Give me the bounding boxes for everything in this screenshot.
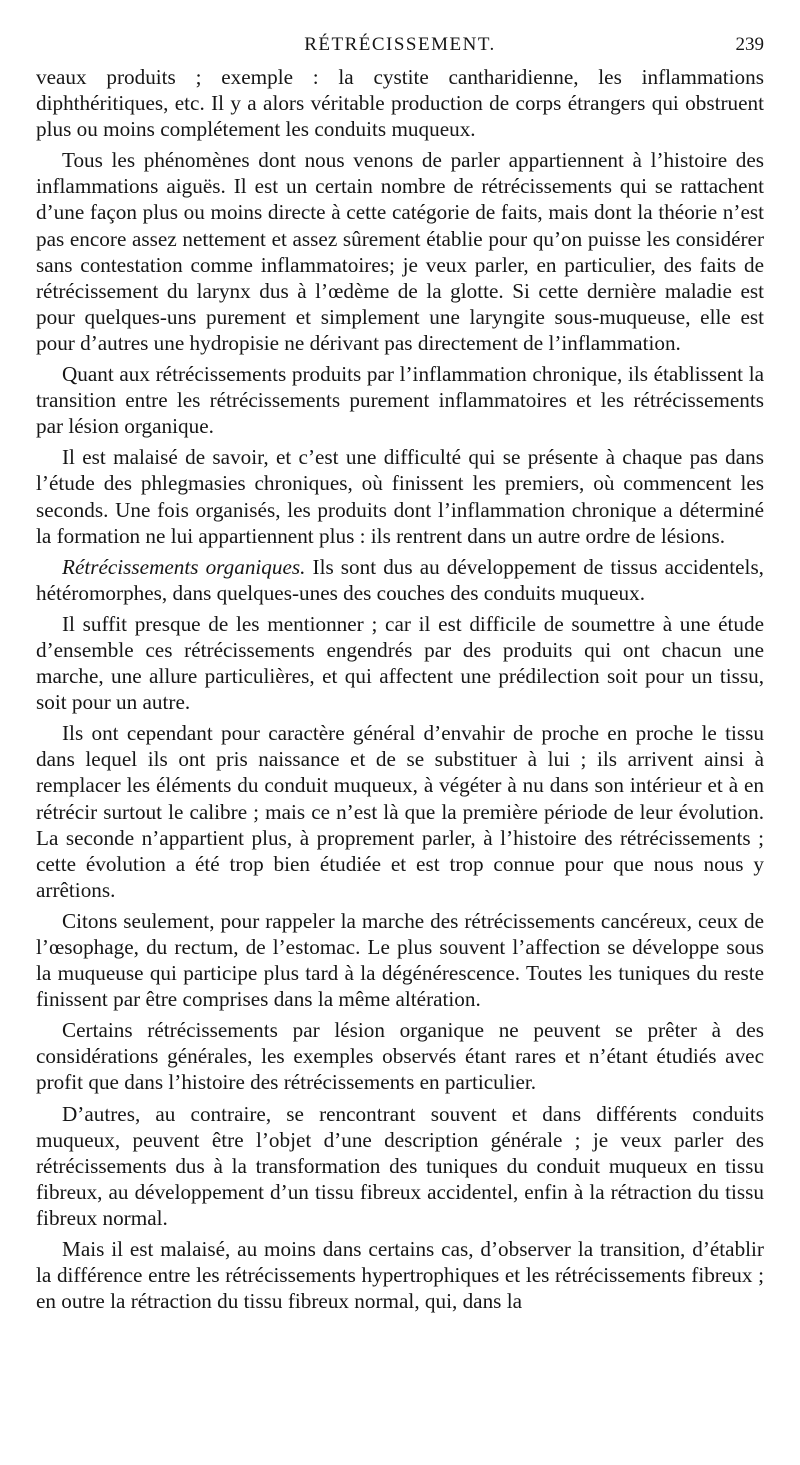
paragraph-general-character: Ils ont cependant pour caractère général d’envahir de proche en proche le tissu dans lequel ils ont pris naissance et de se substituer à lui ; ils arrivent ainsi à remplacer les éléments du conduit muqueux, à végéter à nu dans son intérieur et à en rétrécir surtout le calibre ; mais ce n’est là que la première période de leur évolution. La seconde n’appartient plus, à proprement parler, à l’histoire des rétrécissements ; cette évolution a été trop bien étudiée et est trop connue pour que nous nous y arrêtions. (36, 721, 764, 902)
paragraph-organic-strictures (36, 554, 764, 606)
paragraph-chronic-inflammation: Quant aux rétrécissements produits par l’inflammation chronique, ils établissent la transition entre les rétrécissements purement inflammatoires et les rétrécissements par lésion organique. (36, 362, 764, 439)
paragraph-acute-inflammations: Tous les phénomènes dont nous venons de parler appartiennent à l’histoire des inflammations aiguës. Il est un certain nombre de rétrécissements qui se rattachent d’une façon plus ou moins directe à cette catégorie de faits, mais dont la théorie n’est pas encore assez nettement et assez sûrement établie pour qu’on puisse les considérer sans contestation comme inflammatoires; je veux parler, en particulier, des faits de rétrécissement du larynx dus à l’œdème de la glotte. Si cette dernière maladie est pour quelques-uns purement et simplement une laryngite sous-muqueuse, elle est pour d’autres une hydropisie ne dérivant pas directement de l’inflammation. (36, 148, 764, 355)
section-lead-italic: Rétrécissements organiques. (62, 554, 306, 579)
running-title: RÉTRÉCISSEMENT. (304, 34, 496, 55)
body-text (36, 64, 764, 1314)
paragraph-fibrous-strictures: D’autres, au contraire, se rencontrant souvent et dans différents conduits muqueux, peuvent être l’objet d’une description générale ; je veux parler des rétrécissements dus à la transformation des tuniques du conduit muqueux en tissu fibreux, au développement d’un tissu fibreux accidentel, enfin à la rétraction du tissu fibreux normal. (36, 1101, 764, 1230)
paragraph-mention: Il suffit presque de les mentionner ; car il est difficile de soumettre à une étude d’ensemble ces rétrécissements engendrés par des produits qui ont chacun une marche, une allure particulières, et qui affectent une prédilection soit pour un tissu, soit pour un autre. (36, 611, 764, 715)
paragraph-continuation: veaux produits ; exemple : la cystite cantharidienne, les inflammations diphthéritiques, etc. Il y a alors véritable production de corps étrangers qui obstruent plus ou moins complétement les conduits muqueux. (36, 65, 764, 142)
book-page (36, 0, 764, 1319)
paragraph-transition-difficulty: Il est malaisé de savoir, et c’est une difficulté qui se présente à chaque pas dans l’étude des phlegmasies chroniques, où finissent les premiers, où commencent les seconds. Une fois organisés, les produits dont l’inflammation chronique a déterminé la formation ne lui appartiennent plus : ils rentrent dans un autre ordre de lésions. (36, 445, 764, 548)
page-number: 239 (735, 34, 764, 55)
paragraph-rare-cases: Certains rétrécissements par lésion organique ne peuvent se prêter à des considérations générales, les exemples observés étant rares et n’étant étudiés avec profit que dans l’histoire des rétrécissements en particulier. (36, 1018, 764, 1095)
paragraph-cancerous-strictures: Citons seulement, pour rappeler la marche des rétrécissements cancéreux, ceux de l’œsophage, du rectum, de l’estomac. Le plus souvent l’affection se développe sous la muqueuse qui participe plus tard à la dégénérescence. Toutes les tuniques du reste finissent par être comprises dans la même altération. (36, 908, 764, 1012)
paragraph-hypertrophic-vs-fibrous: Mais il est malaisé, au moins dans certains cas, d’observer la transition, d’établir la différence entre les rétrécissements hypertrophiques et les rétrécissements fibreux ; en outre la rétraction du tissu fibreux normal, qui, dans la (36, 1237, 764, 1314)
section-lead-text: Ils sont dus au développement de tissus accidentels, hétéromorphes, dans quelques-unes des couches des conduits muqueux. (36, 554, 764, 605)
running-head (36, 32, 764, 60)
